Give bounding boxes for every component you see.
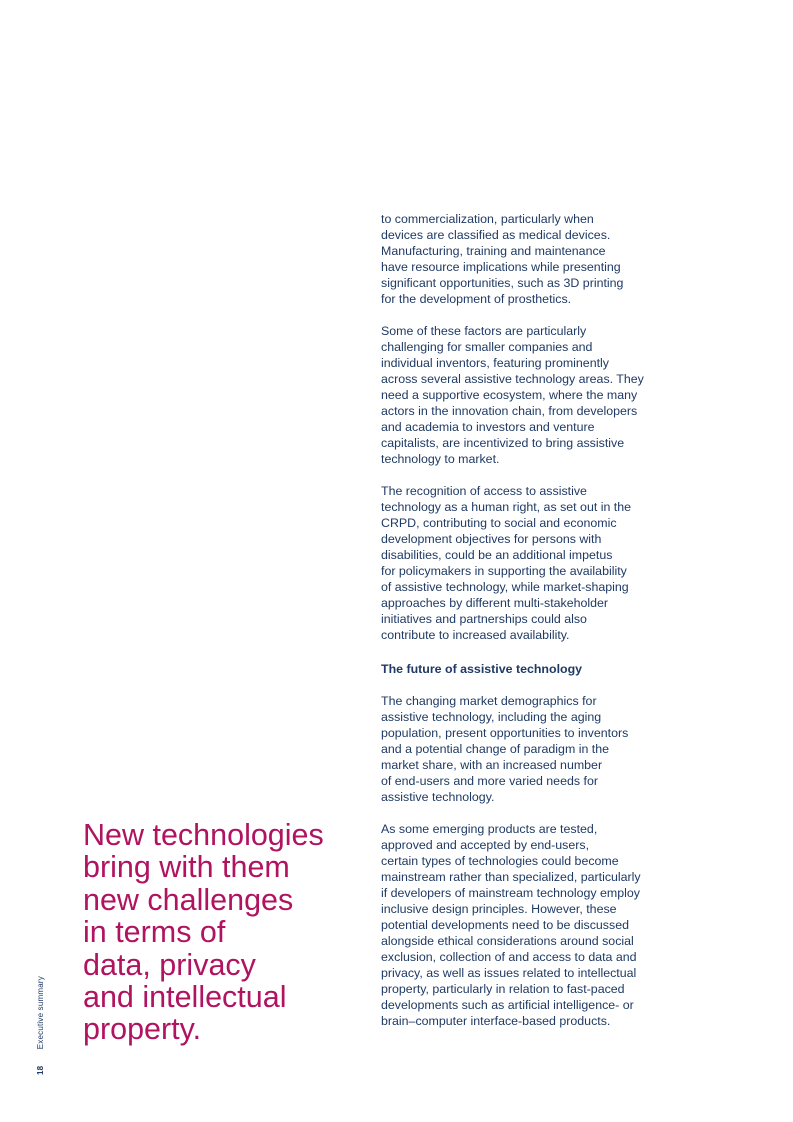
body-paragraph-2: Some of these factors are particularly challenging for smaller companies and individual inventors, featuring prominently across several assistive technology areas. They need a supportive ecosystem, where the many actors in the innovation chain, from developers and academia to investors and venture capitalists, are incentivized to bring assistive technology to market. (381, 324, 644, 466)
body-paragraph-4: The changing market demographics for assistive technology, including the aging population, present opportunities to inventors and a potential change of paradigm in the market share, with an increased number of end-users and more varied needs for assistive technology. (381, 694, 629, 804)
section-label: Executive summary (36, 976, 45, 1050)
body-column (381, 211, 671, 1045)
running-footer (36, 976, 45, 1075)
section-heading: The future of assistive technology (381, 662, 583, 676)
pull-quote: New technologies bring with them new challenges in terms of data, privacy and intellectual property. (83, 818, 324, 1047)
page-number: 18 (36, 1065, 45, 1075)
body-paragraph-1: to commercialization, particularly when devices are classified as medical devices. Manufacturing, training and maintenance have resource implications while presenting significant opportunities, such as 3D printing for the development of prosthetics. (381, 212, 624, 306)
body-paragraph-3: The recognition of access to assistive technology as a human right, as set out in the CRPD, contributing to social and economic development objectives for persons with disabilities, could be an additional impetus for policymakers in supporting the availability of assistive technology, while market-shaping approaches by different multi-stakeholder initiatives and partnerships could also contribute to increased availability. (381, 484, 632, 642)
body-paragraph-5: As some emerging products are tested, approved and accepted by end-users, certain types of technologies could become mainstream rather than specialized, particularly if developers of mainstream technology employ inclusive design principles. However, these potential developments need to be discussed alongside ethical considerations around social exclusion, collection of and access to data and privacy, as well as issues related to intellectual property, particularly in relation to fast-paced developments such as artificial intelligence- or brain–computer interface-based products. (381, 822, 641, 1028)
